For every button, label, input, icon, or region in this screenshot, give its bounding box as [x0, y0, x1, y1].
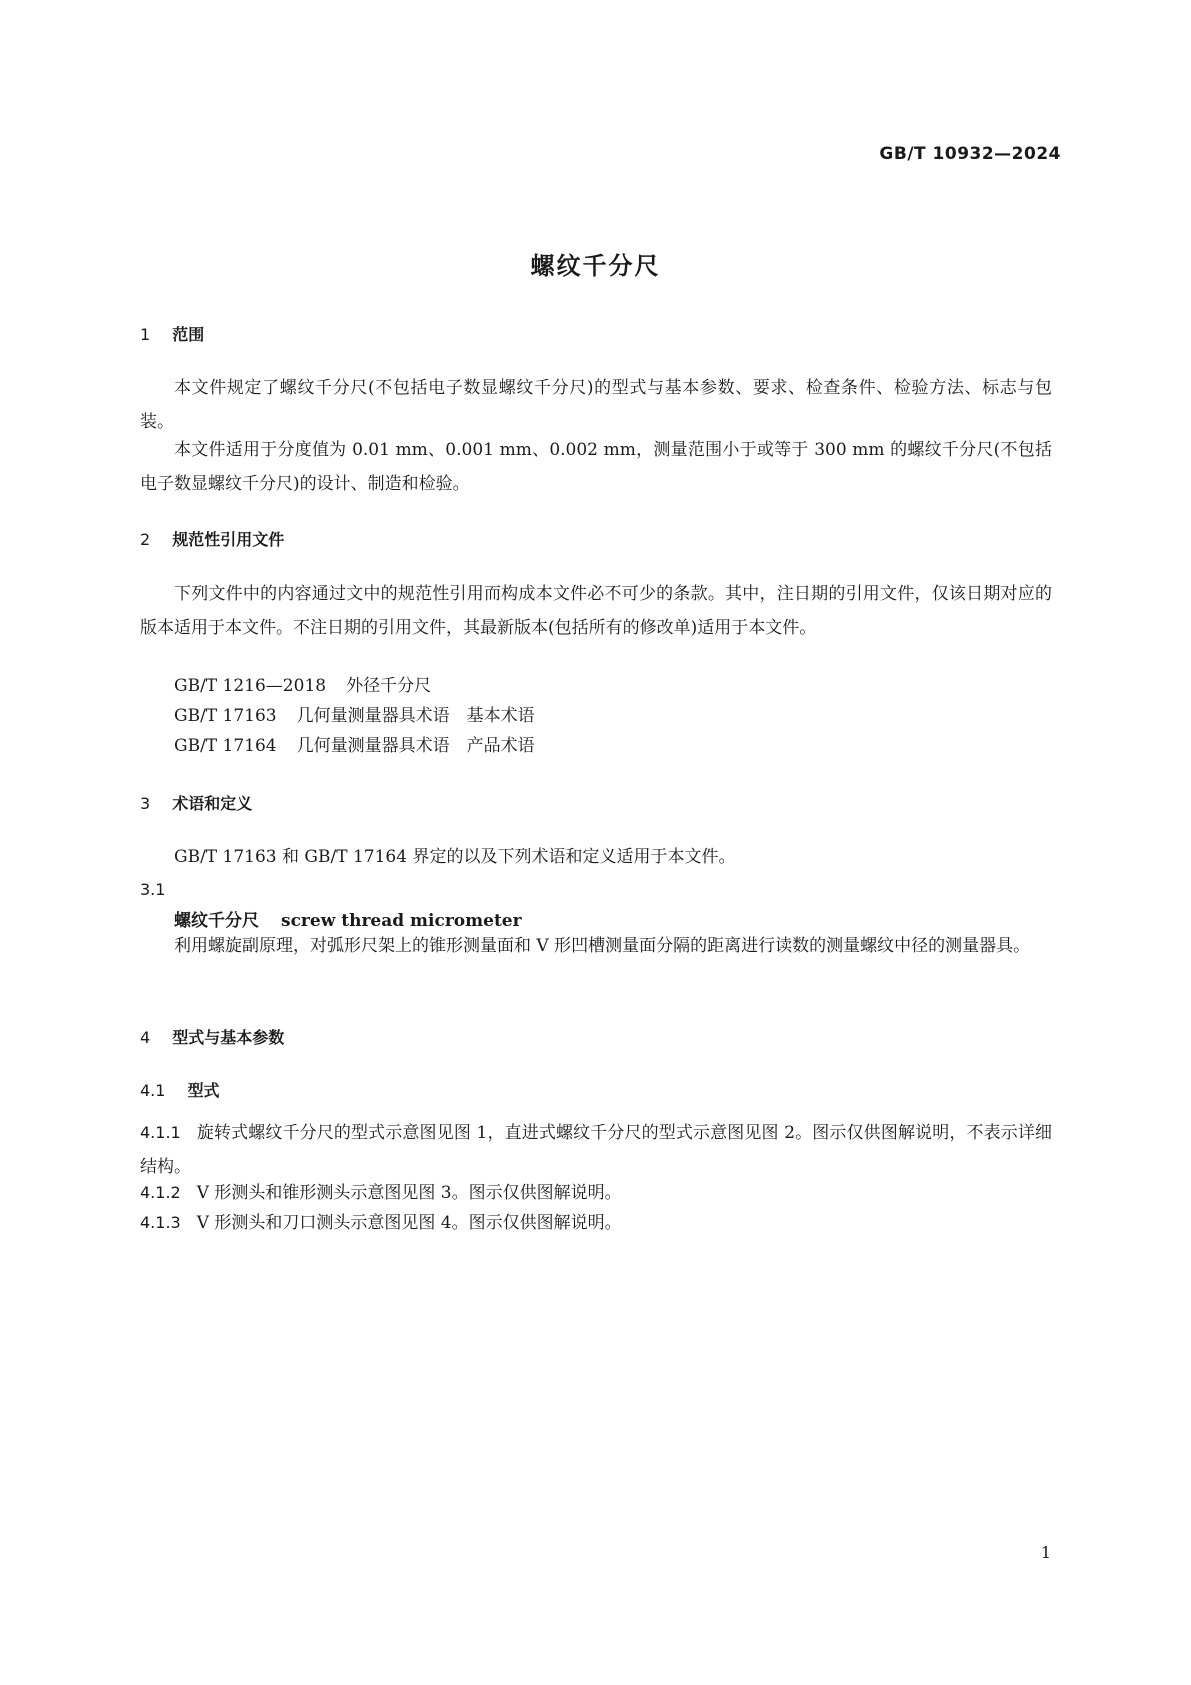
reference-name: 几何量测量器具术语 基本术语 — [296, 706, 535, 726]
term-definition: 利用螺旋副原理，对弧形尺架上的锥形测量面和 V 形凹槽测量面分隔的距离进行读数的测量螺纹中径的测量器具。 — [174, 936, 1031, 956]
document-title: 螺纹千分尺 — [530, 252, 661, 280]
section-number: 2 — [140, 530, 151, 549]
section-title: 范围 — [172, 325, 205, 344]
normative-reference-item — [174, 669, 431, 703]
section-1-heading — [140, 322, 204, 345]
clause-4-1-2 — [140, 1176, 1052, 1210]
term-entry-name — [174, 906, 522, 931]
page-number: 1 — [1040, 1543, 1051, 1562]
section-title: 规范性引用文件 — [172, 530, 285, 549]
term-english: screw thread micrometer — [281, 911, 522, 931]
reference-code: GB/T 17164 — [174, 736, 277, 756]
reference-name: 几何量测量器具术语 产品术语 — [296, 736, 535, 756]
clause-number: 4.1.1 — [140, 1123, 181, 1142]
section-1-paragraph-1: 本文件规定了螺纹千分尺(不包括电子数显螺纹千分尺)的型式与基本参数、要求、检查条件、检验方法、标志与包装。 — [140, 378, 1052, 432]
subsection-number: 4.1 — [140, 1081, 166, 1100]
standard-code: GB/T 10932—2024 — [879, 144, 1061, 164]
clause-4-1-3 — [140, 1206, 1052, 1240]
section-number: 4 — [140, 1028, 151, 1047]
normative-reference-item — [174, 699, 535, 733]
section-2-paragraph-1: 下列文件中的内容通过文中的规范性引用而构成本文件必不可少的条款。其中，注日期的引用文件，仅该日期对应的版本适用于本文件。不注日期的引用文件，其最新版本(包括所有的修改单)适用于本文件。 — [140, 584, 1052, 638]
term-chinese: 螺纹千分尺 — [174, 911, 259, 931]
reference-code: GB/T 17163 — [174, 706, 277, 726]
reference-code: GB/T 1216—2018 — [174, 676, 327, 696]
clause-4-1-1 — [140, 1116, 1052, 1184]
clause-text: V 形测头和刀口测头示意图见图 4。图示仅供图解说明。 — [196, 1213, 622, 1233]
subsection-title: 型式 — [187, 1081, 220, 1100]
normative-reference-item — [174, 729, 535, 763]
reference-name: 外径千分尺 — [346, 676, 432, 696]
subsection-4-1-heading — [140, 1078, 219, 1101]
clause-text: 旋转式螺纹千分尺的型式示意图见图 1，直进式螺纹千分尺的型式示意图见图 2。图示仅供图解说明，不表示详细结构。 — [140, 1123, 1052, 1177]
clause-text: V 形测头和锥形测头示意图见图 3。图示仅供图解说明。 — [196, 1183, 622, 1203]
section-2-heading — [140, 527, 284, 550]
section-4-heading — [140, 1025, 284, 1048]
section-3-heading — [140, 791, 252, 814]
clause-number: 4.1.2 — [140, 1183, 181, 1202]
section-1-paragraph-2: 本文件适用于分度值为 0.01 mm、0.001 mm、0.002 mm，测量范围小于或等于 300 mm 的螺纹千分尺(不包括电子数显螺纹千分尺)的设计、制造和检验。 — [140, 440, 1052, 494]
clause-number: 4.1.3 — [140, 1213, 181, 1232]
section-number: 1 — [140, 325, 151, 344]
section-title: 术语和定义 — [172, 794, 253, 813]
section-3-paragraph-1: GB/T 17163 和 GB/T 17164 界定的以及下列术语和定义适用于本文件。 — [174, 847, 736, 867]
term-entry-number: 3.1 — [140, 880, 166, 899]
section-number: 3 — [140, 794, 151, 813]
section-title: 型式与基本参数 — [172, 1028, 285, 1047]
